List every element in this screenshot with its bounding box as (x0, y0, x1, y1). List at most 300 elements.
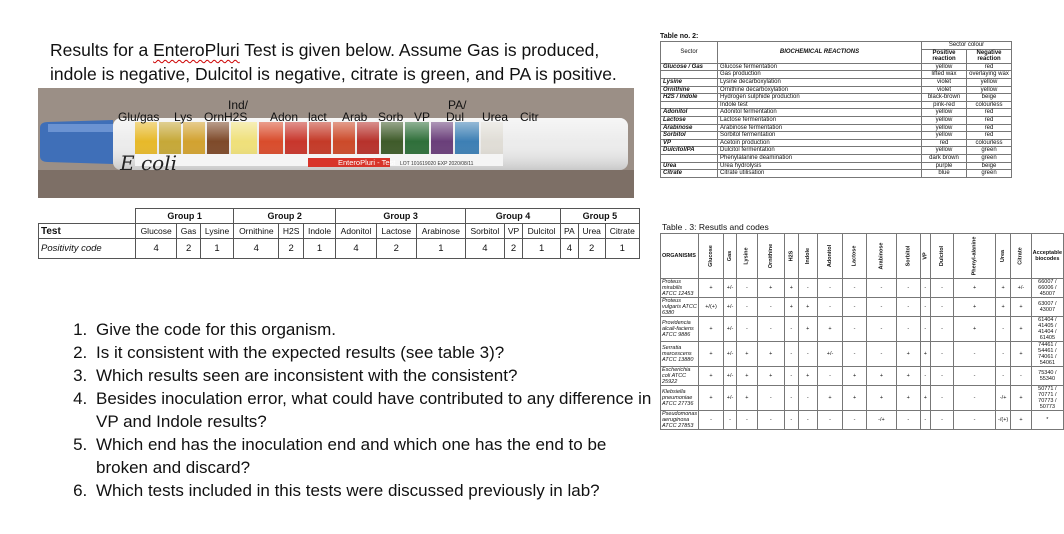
t3-result: - (843, 342, 867, 367)
t3-col-label: Glucose (708, 245, 715, 267)
tube-brand: EnteroPluri - Test (338, 158, 396, 167)
t3-result: - (931, 317, 954, 342)
t2-positive: black-brown (922, 94, 967, 102)
test-header: PA (560, 224, 578, 239)
t3-result: +/- (723, 386, 736, 411)
t3-result: - (737, 411, 757, 430)
question-item: 3. Which results seen are inconsistent with the consistent? (92, 364, 652, 387)
t3-result: +/- (723, 367, 736, 386)
code-cell: 4 (560, 239, 578, 259)
t3-col-label: Phenyl-alanine (971, 236, 978, 276)
questions-list (60, 318, 652, 502)
t3-row (661, 298, 1064, 317)
t3-result: - (920, 317, 930, 342)
row-label-code: Positivity code (39, 239, 136, 259)
test-header: Lactose (376, 224, 416, 239)
test-header: Adonitol (336, 224, 377, 239)
t2-reaction: Glucose fermentation (718, 63, 922, 71)
table3 (660, 233, 1064, 430)
t3-result: - (896, 298, 920, 317)
t3-result: - (737, 279, 757, 298)
t2-row (661, 71, 1012, 79)
label-sorb: Sorb (378, 110, 404, 124)
intro-paragraph (50, 38, 640, 86)
table3-body (661, 279, 1064, 430)
t2-reaction: Indole test (718, 101, 922, 109)
code-cell: 4 (136, 239, 177, 259)
table2-title: Table no. 2: (660, 33, 699, 40)
t3-col-header (817, 234, 842, 279)
t3-result: + (896, 342, 920, 367)
t3-col-label: Lysine (743, 247, 750, 265)
code-cell: 1 (523, 239, 561, 259)
t2-row (661, 63, 1012, 71)
t2-negative: green (967, 170, 1012, 178)
t3-result: - (784, 386, 798, 411)
t3-result: + (757, 279, 784, 298)
t3-result: - (723, 411, 736, 430)
t2-positive: yellow (922, 109, 967, 117)
t2-negative: red (967, 116, 1012, 124)
t3-result: + (1011, 298, 1031, 317)
t3-result: - (931, 411, 954, 430)
t2-positive: yellow (922, 116, 967, 124)
t3-result: + (699, 386, 724, 411)
label-arab: Arab (342, 110, 368, 124)
t2-sector: Citrate (661, 170, 718, 178)
t2-negative: green (967, 154, 1012, 162)
t2-row (661, 101, 1012, 109)
t3-result: +/- (723, 298, 736, 317)
t2-h-colour: Sector colour (922, 42, 1012, 50)
intro-text: Results for a (50, 40, 154, 60)
t3-biocode: 75340 / 55340 (1031, 367, 1063, 386)
t3-result: - (737, 317, 757, 342)
t3-col-label: Dulcitol (939, 245, 946, 267)
t3-result: +/- (817, 342, 842, 367)
t3-col-header (737, 234, 757, 279)
t3-result: - (896, 279, 920, 298)
t3-result: +/(+) (699, 298, 724, 317)
t3-col-header (996, 234, 1011, 279)
t3-result: + (1011, 411, 1031, 430)
test-header: Dulcitol (523, 224, 561, 239)
t3-result: - (843, 298, 867, 317)
t2-negative: yellow (967, 86, 1012, 94)
table2 (660, 41, 1012, 178)
t3-col-label: VP (922, 252, 929, 260)
t2-positive: violet (922, 86, 967, 94)
t3-col-header (723, 234, 736, 279)
t2-h-pos: Positive reaction (922, 49, 967, 63)
code-cell: 1 (303, 239, 335, 259)
t2-h-sector: Sector (661, 42, 718, 64)
t3-col-header (798, 234, 817, 279)
t3-result: + (954, 298, 996, 317)
code-cell: 2 (177, 239, 201, 259)
t3-col-label: Citrate (1017, 247, 1024, 265)
label-citr: Citr (520, 110, 539, 124)
t2-positive: lifted wax (922, 71, 967, 79)
question-item: 4. Besides inoculation error, what could have contributed to any difference in VP and Indole results? (92, 387, 652, 433)
label-ind: Ind/ (228, 98, 249, 112)
t3-result: + (996, 279, 1011, 298)
t3-result: - (798, 411, 817, 430)
test-header: Citrate (605, 224, 639, 239)
intro-highlight: EnteroPluri (153, 40, 240, 60)
t3-result: + (843, 386, 867, 411)
t2-row (661, 86, 1012, 94)
t2-h-bio: BIOCHEMICAL REACTIONS (718, 42, 922, 64)
t3-result: + (699, 317, 724, 342)
code-cell: 1 (200, 239, 233, 259)
t2-row (661, 109, 1012, 117)
question-item: 6. Which tests included in this tests were discussed previously in lab? (92, 479, 652, 502)
t2-reaction: Acetoin production (718, 139, 922, 147)
t3-organism: Proteus vulgaris ATCC 6380 (662, 298, 697, 316)
t3-result: + (737, 386, 757, 411)
t3-row (661, 279, 1064, 298)
t3-result: - (699, 411, 724, 430)
code-cell: 4 (336, 239, 377, 259)
t2-reaction: Gas production (718, 71, 922, 79)
t3-result: - (866, 279, 896, 298)
t3-col-label: Ornithine (767, 243, 774, 269)
t3-result: - (866, 342, 896, 367)
t2-row (661, 154, 1012, 162)
t2-positive: pink-red (922, 101, 967, 109)
t3-organism: Escherichia coli ATCC 25922 (661, 367, 699, 386)
t3-result: + (699, 367, 724, 386)
t3-organism: Klebsiella pneumoniae ATCC 27736 (661, 386, 699, 411)
t3-result: - (896, 317, 920, 342)
t3-result: - (843, 317, 867, 342)
label-dul: Dul (446, 110, 465, 124)
t2-row (661, 94, 1012, 102)
t3-result: - (784, 317, 798, 342)
t2-sector: Adonitol (661, 109, 718, 117)
code-cell: 2 (504, 239, 523, 259)
t2-sector: Dulcitol/PA (661, 147, 718, 155)
test-header: Glucose (136, 224, 177, 239)
t3-result: + (866, 386, 896, 411)
t2-reaction: Sorbitol fermentation (718, 132, 922, 140)
t3-result: - (920, 367, 930, 386)
t3-result: - (817, 367, 842, 386)
t2-row (661, 147, 1012, 155)
question-item: 1. Give the code for this organism. (92, 318, 652, 341)
test-header: H2S (279, 224, 304, 239)
t3-result: - (931, 367, 954, 386)
t2-reaction: Hydrogen sulphide production (718, 94, 922, 102)
t2-reaction: Adonitol fermentation (718, 109, 922, 117)
t3-organism: Pseudomonas aeruginosa ATCC 27853 (662, 411, 698, 429)
t3-result: + (866, 367, 896, 386)
t3-row (661, 386, 1064, 411)
t2-sector: Ornithine (661, 86, 718, 94)
label-vp: VP (414, 110, 431, 124)
t3-result: + (1011, 342, 1031, 367)
test-header: Arabinose (416, 224, 465, 239)
t3-result: - (843, 411, 867, 430)
t3-result: - (798, 386, 817, 411)
t3-result: +/- (723, 279, 736, 298)
t3-result: + (920, 342, 930, 367)
tube-lot: LOT 101619020 EXP 2020/08/11 (400, 161, 474, 167)
t3-h-bio: Acceptable biocodes (1031, 234, 1063, 279)
question-item: 2. Is it consistent with the expected results (see table 3)? (92, 341, 652, 364)
t3-organism: Serratia marcescens ATCC 13880 (661, 342, 699, 367)
t3-result: +/- (723, 317, 736, 342)
question-item: 5. Which end has the inoculation end and which one has the end to be broken and discard? (92, 433, 652, 479)
t2-row (661, 116, 1012, 124)
t3-col-header (699, 234, 724, 279)
t3-result: + (699, 342, 724, 367)
t3-result: + (896, 386, 920, 411)
group-5: Group 5 (560, 209, 639, 224)
t3-result: + (954, 279, 996, 298)
label-lys: Lys (174, 110, 193, 124)
label-adon: Adon (270, 110, 299, 124)
t3-result: + (737, 342, 757, 367)
t2-positive: yellow (922, 147, 967, 155)
test-header: Lysine (200, 224, 233, 239)
t3-result: + (954, 317, 996, 342)
t2-negative: red (967, 109, 1012, 117)
t3-result: + (798, 367, 817, 386)
t3-col-label: Lactose (851, 245, 858, 267)
t3-col-header (896, 234, 920, 279)
t3-biocode: 74461 / 54461 / 74061 / 54061 (1031, 342, 1063, 367)
t3-result: - (954, 367, 996, 386)
test-header: Ornithine (234, 224, 279, 239)
t3-col-label: Arabinose (878, 242, 885, 270)
t3-biocode: 63007 / 43007 (1031, 298, 1063, 317)
t3-result: - (843, 279, 867, 298)
t3-result: - (757, 386, 784, 411)
test-header: Urea (578, 224, 605, 239)
label-h2s: H2S (224, 110, 248, 124)
t2-sector: Arabinose (661, 124, 718, 132)
label-pa: PA/ (448, 98, 467, 112)
t3-result: - (737, 298, 757, 317)
code-cell: 2 (279, 239, 304, 259)
t3-result: + (784, 298, 798, 317)
code-cell: 4 (234, 239, 279, 259)
t3-result: - (817, 279, 842, 298)
label-glu-gas: Glu/gas (118, 110, 160, 124)
t2-sector: Lysine (661, 78, 718, 86)
t3-result: -/+ (996, 386, 1011, 411)
row-label-test: Test (39, 224, 136, 239)
group-4: Group 4 (466, 209, 561, 224)
t2-negative: beige (967, 162, 1012, 170)
t3-result: + (920, 386, 930, 411)
t2-positive: red (922, 139, 967, 147)
t2-positive: purple (922, 162, 967, 170)
t3-biocode: * (1031, 411, 1063, 430)
test-header: Sorbitol (466, 224, 505, 239)
code-cell: 2 (376, 239, 416, 259)
t2-row (661, 139, 1012, 147)
t3-result: + (798, 317, 817, 342)
t3-result: - (1011, 367, 1031, 386)
t3-result: - (931, 342, 954, 367)
t3-result: + (817, 386, 842, 411)
t3-row (661, 367, 1064, 386)
group-1: Group 1 (136, 209, 234, 224)
t3-result: + (896, 367, 920, 386)
t3-organism: Proteus mirabilis ATCC 12453 (661, 279, 699, 298)
t3-col-label: Gas (727, 250, 734, 262)
t2-positive: yellow (922, 124, 967, 132)
t3-col-header (784, 234, 798, 279)
code-cell: 2 (578, 239, 605, 259)
t3-result: -/+ (866, 411, 896, 430)
t3-col-header (843, 234, 867, 279)
t3-result: - (817, 298, 842, 317)
t3-col-header (954, 234, 996, 279)
test-header: VP (504, 224, 523, 239)
label-lact: lact (308, 110, 327, 124)
t2-reaction: Lactose fermentation (718, 116, 922, 124)
t3-result: - (757, 298, 784, 317)
intro-text-cont: Test is given below. Assume Gas is produced, indole is negative, Dulcitol is negative, citrate is green, and PA is positive. (50, 40, 617, 84)
t2-row (661, 78, 1012, 86)
t2-row (661, 124, 1012, 132)
t3-result: - (896, 411, 920, 430)
t3-result: + (1011, 386, 1031, 411)
t3-result: - (996, 317, 1011, 342)
t2-reaction: Ornithine decarboxylation (718, 86, 922, 94)
t2-positive: blue (922, 170, 967, 178)
t3-result: + (843, 367, 867, 386)
label-orn: Orn (204, 110, 225, 124)
t3-result: - (954, 411, 996, 430)
t2-row (661, 132, 1012, 140)
t2-reaction: Citrate utilisation (718, 170, 922, 178)
t3-result: - (798, 342, 817, 367)
t3-result: - (866, 317, 896, 342)
t3-result: + (996, 298, 1011, 317)
code-cell: 1 (605, 239, 639, 259)
t3-result: - (996, 342, 1011, 367)
t3-result: +/- (723, 342, 736, 367)
table3-title: Table . 3: Resutls and codes (662, 222, 769, 232)
t2-negative: red (967, 132, 1012, 140)
t2-positive: violet (922, 78, 967, 86)
t3-result: + (737, 367, 757, 386)
t2-sector: H2S / Indole (661, 94, 718, 102)
code-cell: 4 (466, 239, 505, 259)
t2-negative: beige (967, 94, 1012, 102)
t3-result: - (817, 411, 842, 430)
t2-sector: Sorbitol (661, 132, 718, 140)
t3-col-header (920, 234, 930, 279)
t2-negative: red (967, 63, 1012, 71)
t3-biocode: 66007 / 66006 / 45007 (1031, 279, 1063, 298)
t3-result: - (784, 367, 798, 386)
t3-result: + (784, 279, 798, 298)
t3-result: - (920, 298, 930, 317)
t3-result: + (798, 298, 817, 317)
table2-body (661, 63, 1012, 177)
t2-positive: yellow (922, 63, 967, 71)
t3-result: - (798, 279, 817, 298)
t2-reaction: Phenylalanine deamination (718, 154, 922, 162)
t3-col-header (866, 234, 896, 279)
code-cell: 1 (416, 239, 465, 259)
t3-result: - (757, 317, 784, 342)
t3-result: - (931, 386, 954, 411)
t3-result: + (817, 317, 842, 342)
t3-col-label: Urea (1000, 249, 1007, 263)
t3-result: - (954, 342, 996, 367)
table3-header (661, 234, 1064, 279)
t2-sector: Lactose (661, 116, 718, 124)
test-header: Gas (177, 224, 201, 239)
t2-sector: VP (661, 139, 718, 147)
group-2: Group 2 (234, 209, 336, 224)
t3-col-header (757, 234, 784, 279)
t2-positive: dark brown (922, 154, 967, 162)
t3-result: - (757, 411, 784, 430)
t3-row (661, 411, 1064, 430)
positivity-table (38, 208, 640, 259)
t3-col-header (1011, 234, 1031, 279)
t2-sector: Glucose / Gas (661, 63, 718, 71)
t3-biocode: 50771 / 70771 / 70773 / 50773 (1031, 386, 1063, 411)
t3-result: - (931, 279, 954, 298)
t2-negative: yellow (967, 78, 1012, 86)
t3-result: - (931, 298, 954, 317)
tube-labels (118, 96, 638, 126)
t2-sector (661, 154, 718, 162)
t2-h-neg: Negative reaction (967, 49, 1012, 63)
t3-result: + (757, 367, 784, 386)
t3-col-label: Indole (804, 247, 811, 265)
t3-result: + (1011, 317, 1031, 342)
group-3: Group 3 (336, 209, 466, 224)
t2-negative: red (967, 124, 1012, 132)
t2-sector (661, 71, 718, 79)
t2-positive: yellow (922, 132, 967, 140)
t3-row (661, 342, 1064, 367)
t3-result: + (757, 342, 784, 367)
t2-row (661, 162, 1012, 170)
t3-col-label: Adonitol (827, 244, 834, 268)
t2-negative: green (967, 147, 1012, 155)
t3-result: - (866, 298, 896, 317)
t3-result: - (954, 386, 996, 411)
t2-reaction: Dulcitol fermentation (718, 147, 922, 155)
t3-col-header (931, 234, 954, 279)
t3-h-org: ORGANISMS (661, 234, 699, 279)
t2-reaction: Urea hydrolysis (718, 162, 922, 170)
t2-sector: Urea (661, 162, 718, 170)
t2-reaction: Arabinose fermentation (718, 124, 922, 132)
t3-col-label: Sorbitol (905, 245, 912, 267)
label-urea: Urea (482, 110, 509, 124)
t2-sector (661, 101, 718, 109)
t3-biocode: 61404 / 41405 / 41404 / 61405 (1031, 317, 1063, 342)
t3-row (661, 317, 1064, 342)
t3-result: -/(+) (996, 411, 1011, 430)
t3-result: - (920, 411, 930, 430)
t3-result: + (699, 279, 724, 298)
t3-col-label: H2S (788, 250, 795, 262)
test-header: Indole (303, 224, 335, 239)
